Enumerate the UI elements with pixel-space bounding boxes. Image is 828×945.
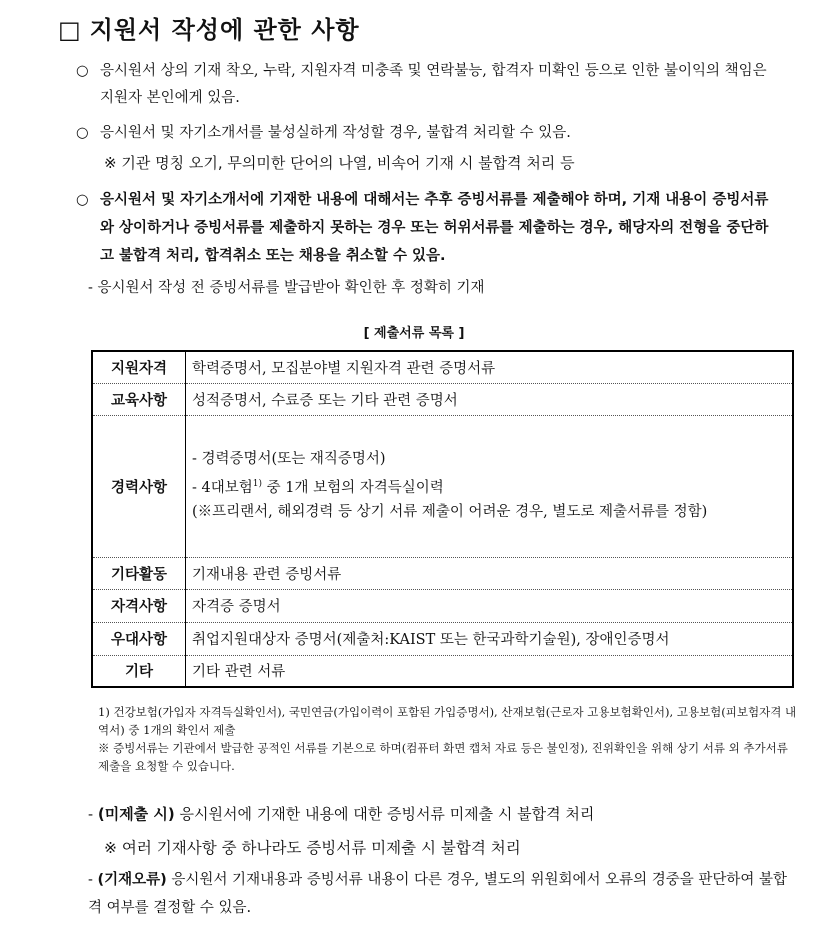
row-header: 기타활동 [92,557,186,589]
row-content: 기타 관련 서류 [192,664,286,681]
circle-bullet-icon: ○ [76,125,89,141]
content-line: - 경력증명서(또는 재직증명서) [192,450,386,467]
row-header: 자격사항 [92,589,186,622]
section-title [58,10,360,45]
table-row [92,589,793,622]
documents-table [91,350,794,688]
circle-bullet-icon: ○ [76,192,89,208]
dash-prefix: - [88,805,98,823]
checkbox-square-icon: □ [58,16,82,44]
dash-text: 응시원서에 기재한 내용에 대한 증빙서류 미제출 시 불합격 처리 [174,805,595,823]
dash-prefix: - [88,872,98,888]
content-line [192,472,786,501]
row-header: 교육사항 [92,383,186,415]
row-header: 기타 [92,655,186,687]
row-content: 자격증 증명서 [186,589,794,622]
content-text: - 4대보험 [192,479,253,496]
row-header: 경력사항 [92,415,186,557]
note-text: ※ 여러 기재사항 중 하나라도 증빙서류 미제출 시 불합격 처리 [104,839,521,857]
table-row [92,351,793,383]
bullet-text: 응시원서 및 자기소개서를 불성실하게 작성할 경우, 불합격 처리할 수 있음. [100,125,571,141]
dash-item [88,803,594,824]
dash-bold-label: (기재오류) [97,872,167,888]
bullet-item [76,186,776,270]
dash-text: 응시원서 기재내용과 증빙서류 내용이 다른 경우, 별도의 위원회에서 오류의 경중을 판단하여 불합격 여부를 결정할 수 있음. [88,872,788,916]
bullet-item [76,58,776,112]
table-row [92,622,793,655]
table-row [92,557,793,589]
row-header: 지원자격 [92,351,186,383]
note-text: ※ 기관 명칭 오기, 무의미한 단어의 나열, 비속어 기재 시 불합격 처리 등 [104,154,575,172]
bullet-item [76,120,776,147]
row-content: 기재내용 관련 증빙서류 [186,557,794,589]
footnote: ※ 증빙서류는 기관에서 발급한 공적인 서류를 기본으로 하며(컴퓨터 화면 캡처 자료 등은 불인정), 진위확인을 위해 상기 서류 외 추가서류 제출을 요청할 수 있습니다. [98,741,788,773]
table-caption: [ 제출서류 목록 ] [363,326,465,341]
bullet-text: 응시원서 및 자기소개서에 기재한 내용에 대해서는 추후 증빙서류를 제출해야 하며, 기재 내용이 증빙서류와 상이하거나 증빙서류를 제출하지 못하는 경우 또는 허위서류를 제출하는 경우, 해당자의 전형을 중단하고 불합격 처리, 합격취소 또는 채용을 취소할 수 있음. [100,192,769,264]
dash-item [88,866,788,922]
footnote: 1) 건강보험(가입자 자격득실확인서), 국민연금(가입이력이 포함된 가입증명서), 산재보험(근로자 고용보험확인서), 고용보험(피보험자격 내역서) 중 1개의 확인서 제출 [98,705,797,737]
dash-bold-label: (미제출 시) [97,805,175,823]
footnote-ref: 1) [252,478,263,489]
table-row [92,655,793,687]
row-content: 성적증명서, 수료증 또는 기타 관련 증명서 [186,383,794,415]
circle-bullet-icon: ○ [76,63,89,79]
bullet-text: 응시원서 상의 기재 착오, 누락, 지원자격 미충족 및 연락불능, 합격자 미확인 등으로 인한 불이익의 책임은 지원자 본인에게 있음. [100,63,767,106]
content-line: (※프리랜서, 해외경력 등 상기 서류 제출이 어려운 경우, 별도로 제출서류를 정함) [192,504,708,521]
dash-item: - 응시원서 작성 전 증빙서류를 발급받아 확인한 후 정확히 기재 [88,280,485,296]
section-title-text: 지원서 작성에 관한 사항 [89,16,360,44]
row-content [186,415,794,557]
row-content: 취업지원대상자 증명서(제출처:KAIST 또는 한국과학기술원), 장애인증명서 [186,622,794,655]
table-row [92,415,793,557]
row-content: 학력증명서, 모집분야별 지원자격 관련 증명서류 [186,351,794,383]
content-text: 중 1개 보험의 자격득실이력 [262,479,444,496]
table-row [92,383,793,415]
row-header: 우대사항 [92,622,186,655]
